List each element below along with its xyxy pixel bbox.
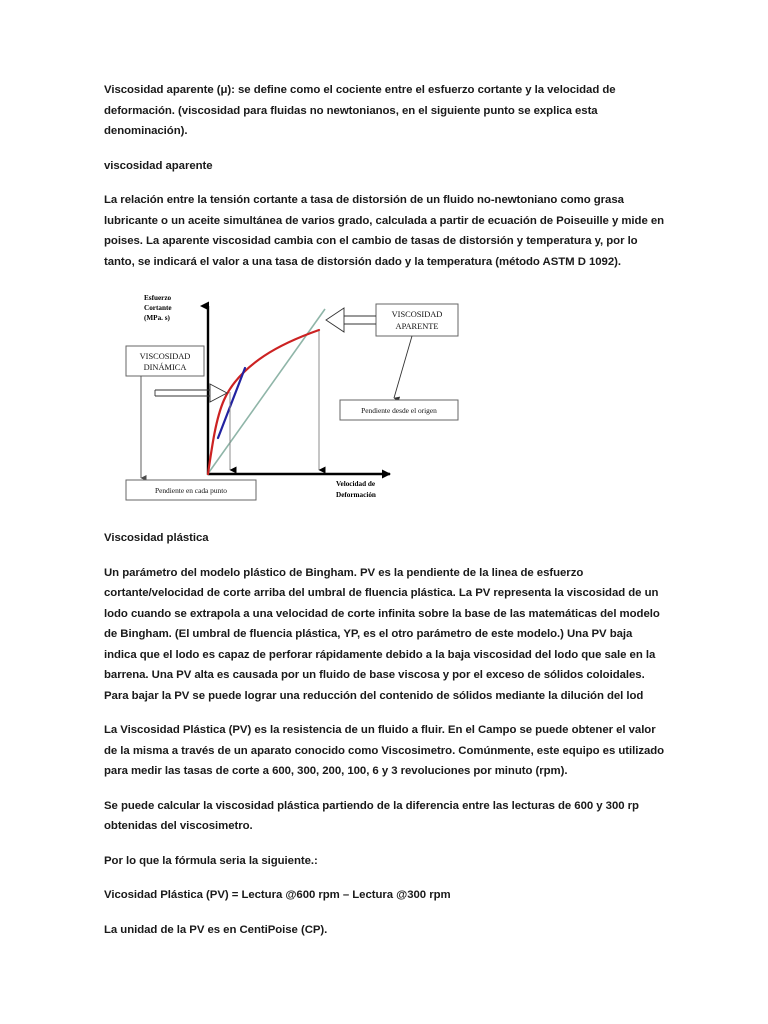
paragraph-heading-viscosidad-plastica: Viscosidad plástica <box>104 532 209 544</box>
paragraph-unidad-pv: La unidad de la PV es en CentiPoise (CP). <box>104 923 328 936</box>
paragraph-formula-intro: Por lo que la fórmula seria la siguiente.: <box>104 854 318 867</box>
paragraph-calculo-viscosidad-plastica: Se puede calcular la viscosidad plástica partiendo de la diferencia entre las lecturas de 600 y 300 rp obtenidas del viscosimetro. <box>104 799 639 832</box>
viscosity-chart-svg <box>112 286 472 514</box>
y-axis-title-line3: (MPa. s) <box>144 314 170 322</box>
callout-viscosidad-dinamica-line2: DINÁMICA <box>143 363 187 372</box>
paragraph-heading-viscosidad-aparente: viscosidad aparente <box>104 159 213 172</box>
y-axis-title-line1: Esfuerzo <box>144 294 172 302</box>
shear-stress-curve <box>208 330 319 474</box>
callout-box-viscosidad-aparente <box>376 304 458 336</box>
callout-pendiente-origen-label: Pendiente desde el origen <box>361 406 437 415</box>
x-axis-title-line1: Velocidad de <box>336 480 376 488</box>
paragraph-definicion-viscosidad-aparente: Viscosidad aparente (μ): se define como el cociente entre el esfuerzo cortante y la velocidad de deformación. (viscosidad para fluidas no newtonianos, en el siguiente punto se explica esta denominación). <box>104 84 616 137</box>
hollow-arrow-aparente <box>326 308 344 332</box>
callout-viscosidad-aparente-line2: APARENTE <box>395 322 439 331</box>
figure-viscosidad-diagram <box>112 286 472 514</box>
paragraph-formula-pv: Vicosidad Plástica (PV) = Lectura @600 rpm – Lectura @300 rpm <box>104 889 451 901</box>
callout-viscosidad-aparente-line1: VISCOSIDAD <box>391 310 443 319</box>
connector-aparente-to-pendiente-origen <box>394 336 412 398</box>
paragraph-relacion-tension-cortante: La relación entre la tensión cortante a tasa de distorsión de un fluido no-newtoniano como grasa lubricante o un aceite simultánea de varios grado, calculada a partir de ecuación de Poiseuille y mide en poises. La aparente viscosidad cambia con el cambio de tasas de distorsión y temperatura y, por lo tanto, se indicará el valor a una tasa de distorsión dado y la temperatura (método ASTM D 1092). <box>104 194 665 268</box>
paragraph-parametro-bingham: Un parámetro del modelo plástico de Bingham. PV es la pendiente de la linea de esfuerzo cortante/velocidad de corte arriba del umbral de fluencia plástica. La PV representa la viscosidad de un lodo cuando se extrapola a una velocidad de corte infinita sobre la base de las matemáticas del modelo de Bingham. (El umbral de fluencia plástica, YP, es el otro parámetro de este modelo.) Una PV baja indica que el lodo es capaz de perforar rápidamente debido a la baja viscosidad del lodo que sale en la barrena. Una PV alta es causada por un fluido de base viscosa y por el exceso de sólidos coloidales. Para bajar la PV se puede lograr una reducción del contenido de sólidos mediante la dilución del lod <box>104 566 660 702</box>
x-axis-title-line2: Deformación <box>336 491 376 499</box>
callout-viscosidad-dinamica-line1: VISCOSIDAD <box>139 352 191 361</box>
callout-pendiente-cada-punto-label: Pendiente en cada punto <box>154 486 228 495</box>
paragraph-resistencia-fluido: La Viscosidad Plástica (PV) es la resistencia de un fluido a fluir. En el Campo se puede obtener el valor de la misma a través de un aparato conocido como Viscosimetro. Comúnmente, este equipo es utilizado para medir las tasas de corte a 600, 300, 200, 100, 6 y 3 revoluciones por minuto (rpm). <box>104 724 665 777</box>
y-axis-title-line2: Cortante <box>144 304 172 312</box>
